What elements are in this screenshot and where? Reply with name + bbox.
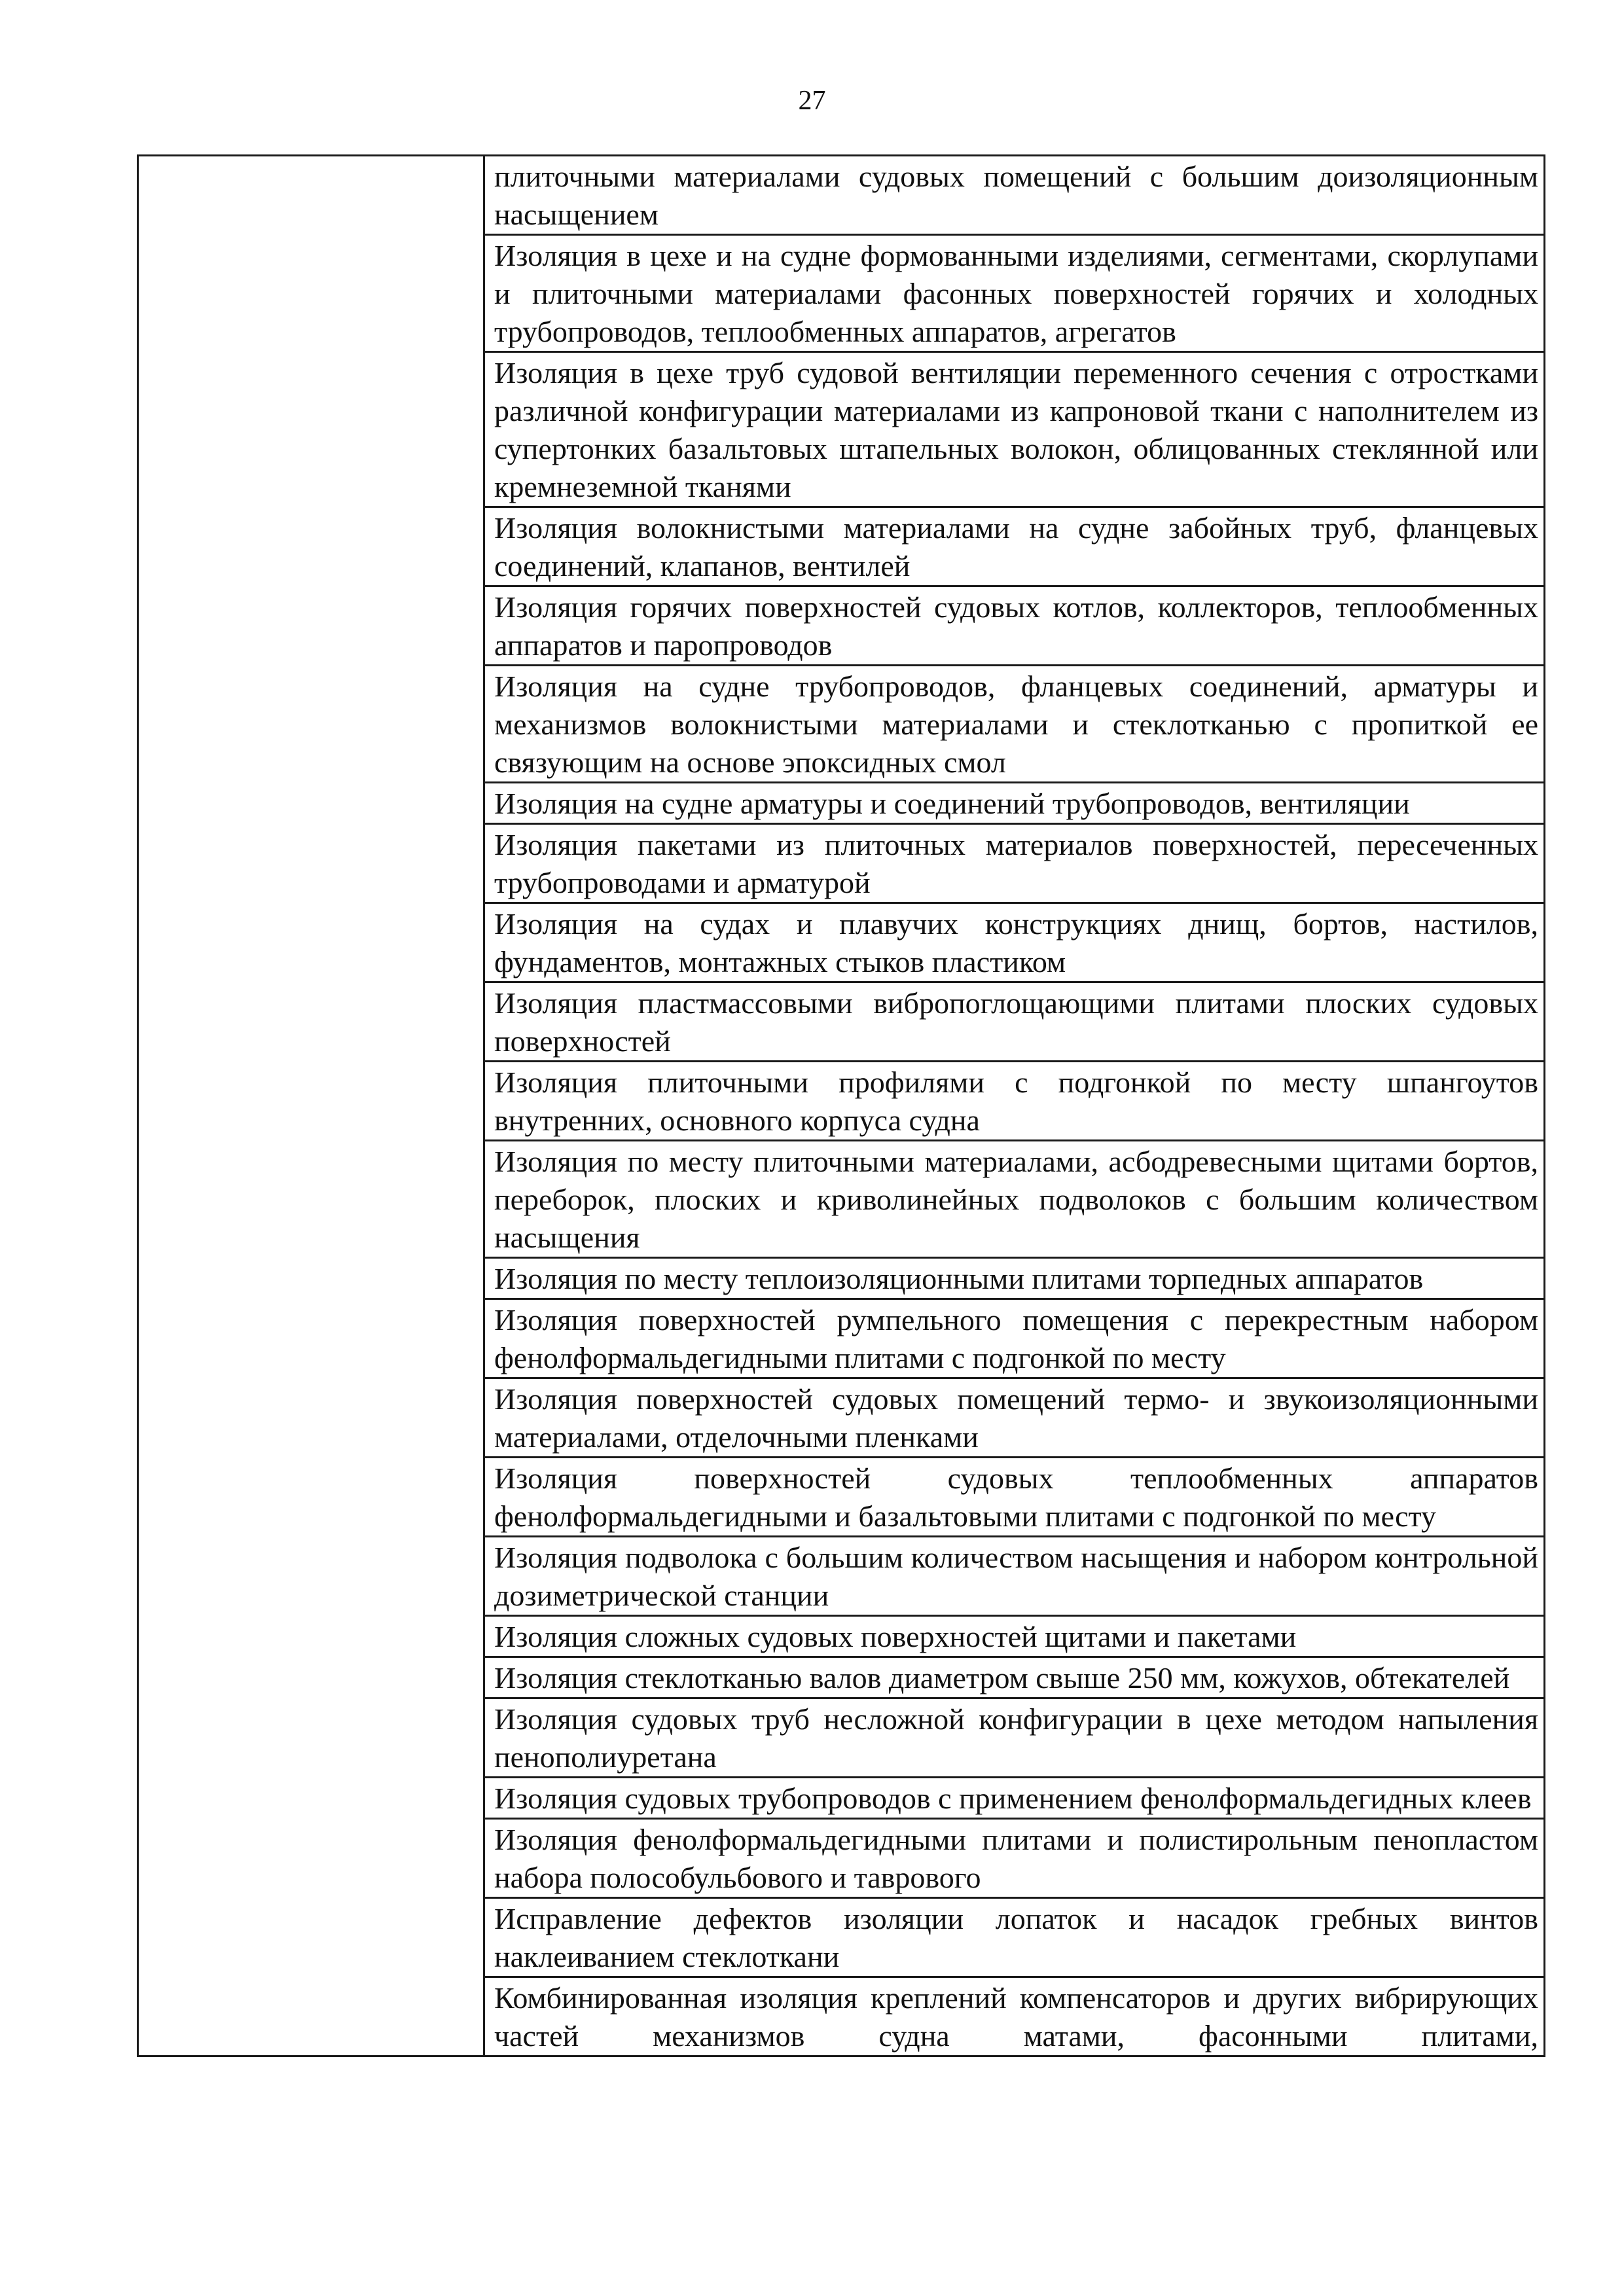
table-cell xyxy=(484,783,1545,824)
table-cell xyxy=(484,1062,1545,1141)
table-cell xyxy=(484,666,1545,783)
work-item: Изоляция волокнистыми материалами на судне забойных труб, фланцевых соединений, клапанов, вентилей xyxy=(494,511,1538,583)
table-cell xyxy=(484,1616,1545,1657)
table-cell xyxy=(484,982,1545,1062)
work-item: Изоляция на судне трубопроводов, фланцевых соединений, арматуры и механизмов волокнистыми материалами и стеклотканью с пропиткой ее связующим на основе эпоксидных смол xyxy=(494,670,1538,779)
table-cell xyxy=(484,352,1545,507)
table-row xyxy=(138,156,1545,235)
table-cell xyxy=(484,1657,1545,1698)
table-cell xyxy=(484,235,1545,352)
work-item: Изоляция подволока с большим количеством насыщения и набором контрольной дозиметрической станции xyxy=(494,1541,1538,1612)
work-item: Комбинированная изоляция креплений компенсаторов и других вибрирующих частей механизмов судна матами, фасонными плитами, xyxy=(494,1981,1538,2053)
table-cell xyxy=(484,1299,1545,1378)
table-cell xyxy=(484,1141,1545,1258)
works-table xyxy=(137,154,1545,2057)
table-cell xyxy=(484,824,1545,903)
work-item: Изоляция плиточными профилями с подгонкой по месту шпангоутов внутренних, основного корпуса судна xyxy=(494,1066,1538,1137)
work-item: плиточными материалами судовых помещений с большим доизоляционным насыщением xyxy=(494,160,1538,231)
table-cell xyxy=(484,1378,1545,1458)
table-cell xyxy=(484,903,1545,982)
work-item: Исправление дефектов изоляции лопаток и насадок гребных винтов наклеиванием стеклоткани xyxy=(494,1902,1538,1973)
table-cell xyxy=(484,1458,1545,1537)
table-cell xyxy=(484,156,1545,235)
table-cell xyxy=(484,1819,1545,1898)
work-item: Изоляция на судне арматуры и соединений трубопроводов, вентиляции xyxy=(494,787,1410,820)
work-item: Изоляция в цехе и на судне формованными изделиями, сегментами, скорлупами и плиточными материалами фасонных поверхностей горячих и холодных трубопроводов, теплообменных аппаратов, агрегатов xyxy=(494,239,1538,348)
work-item: Изоляция в цехе труб судовой вентиляции переменного сечения с отростками различной конфигурации материалами из капроновой ткани с наполнителем из супертонких базальтовых штапельных волокон, облицованных стеклянной или кремнеземной тканями xyxy=(494,356,1538,503)
work-item: Изоляция по месту теплоизоляционными плитами торпедных аппаратов xyxy=(494,1262,1424,1295)
table-cell xyxy=(484,1778,1545,1819)
table-cell xyxy=(484,1898,1545,1977)
table-cell xyxy=(484,1698,1545,1778)
table-cell xyxy=(484,507,1545,586)
work-item: Изоляция поверхностей судовых теплообменных аппаратов фенолформальдегидными и базальтовыми плитами с подгонкой по месту xyxy=(494,1462,1538,1533)
left-column-cell xyxy=(138,156,484,2056)
table-cell xyxy=(484,586,1545,666)
work-item: Изоляция поверхностей румпельного помещения с перекрестным набором фенолформальдегидными плитами с подгонкой по месту xyxy=(494,1303,1538,1374)
work-item: Изоляция судовых трубопроводов с применением фенолформальдегидных клеев xyxy=(494,1782,1532,1815)
work-item: Изоляция на судах и плавучих конструкциях днищ, бортов, настилов, фундаментов, монтажных стыков пластиком xyxy=(494,907,1538,978)
work-item: Изоляция горячих поверхностей судовых котлов, коллекторов, теплообменных аппаратов и паропроводов xyxy=(494,590,1538,662)
work-item: Изоляция сложных судовых поверхностей щитами и пакетами xyxy=(494,1620,1297,1653)
page-number: 27 xyxy=(798,86,826,116)
work-item: Изоляция стеклотканью валов диаметром свыше 250 мм, кожухов, обтекателей xyxy=(494,1661,1510,1695)
work-item: Изоляция судовых труб несложной конфигурации в цехе методом напыления пенополиуретана xyxy=(494,1702,1538,1774)
table-cell xyxy=(484,1258,1545,1299)
table-cell xyxy=(484,1977,1545,2056)
work-item: Изоляция поверхностей судовых помещений термо- и звукоизоляционными материалами, отделочными пленками xyxy=(494,1382,1538,1454)
work-item: Изоляция по месту плиточными материалами, асбодревесными щитами бортов, переборок, плоских и криволинейных подволоков с большим количеством насыщения xyxy=(494,1145,1538,1254)
work-item: Изоляция фенолформальдегидными плитами и полистирольным пенопластом набора полособульбового и таврового xyxy=(494,1823,1538,1894)
work-item: Изоляция пакетами из плиточных материалов поверхностей, пересеченных трубопроводами и арматурой xyxy=(494,828,1538,899)
table-cell xyxy=(484,1537,1545,1616)
work-item: Изоляция пластмассовыми вибропоглощающими плитами плоских судовых поверхностей xyxy=(494,986,1538,1058)
